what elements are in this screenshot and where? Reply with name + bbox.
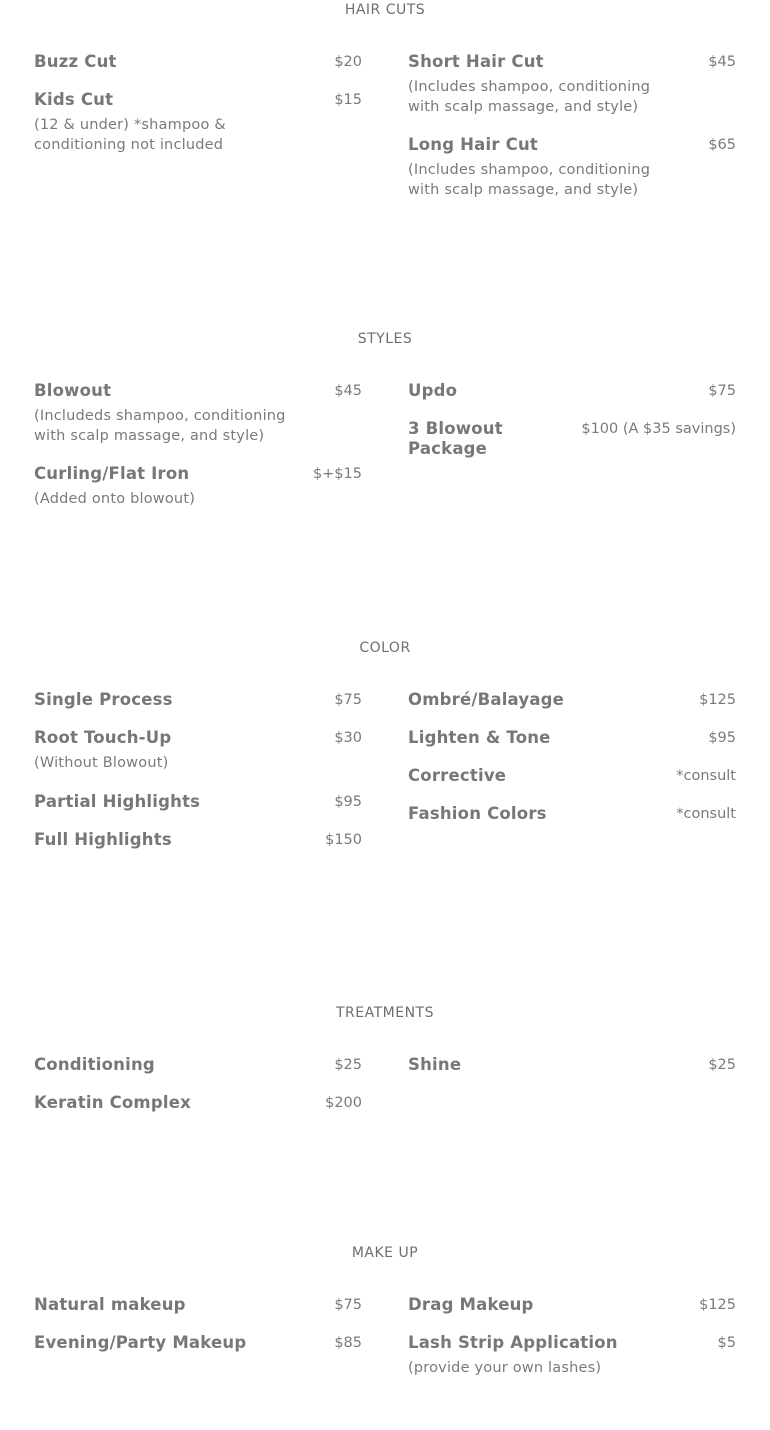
item-name: Single Process bbox=[34, 690, 173, 709]
menu-item bbox=[34, 1093, 362, 1113]
menu-column-right bbox=[408, 381, 736, 477]
menu-column-right bbox=[408, 52, 736, 218]
item-price: $95 bbox=[334, 793, 362, 810]
menu-item bbox=[34, 1055, 362, 1075]
menu-item bbox=[408, 804, 736, 824]
item-description: (12 & under) *shampoo & conditioning not included bbox=[34, 117, 226, 153]
item-price: $125 bbox=[699, 692, 736, 708]
item-price: $100 (A $35 savings) bbox=[581, 421, 736, 437]
item-description: (Includeds shampoo, conditioning with scalp massage, and style) bbox=[34, 408, 286, 444]
item-price: $20 bbox=[334, 54, 362, 70]
item-price: $125 bbox=[699, 1297, 736, 1313]
section-title: STYLES bbox=[357, 331, 413, 347]
item-name: Ombré/Balayage bbox=[408, 690, 565, 709]
menu-item bbox=[34, 728, 362, 774]
item-name: Curling/Flat Iron bbox=[34, 464, 190, 483]
menu-item bbox=[408, 419, 736, 459]
item-name: Partial Highlights bbox=[34, 791, 201, 811]
menu-item bbox=[408, 381, 736, 401]
item-price: $65 bbox=[708, 137, 736, 153]
item-name: Long Hair Cut bbox=[408, 135, 538, 154]
menu-item bbox=[34, 1333, 362, 1353]
item-name: Buzz Cut bbox=[34, 52, 117, 71]
section-title: COLOR bbox=[359, 640, 411, 656]
item-name: Blowout bbox=[34, 381, 112, 400]
item-price: $200 bbox=[325, 1095, 362, 1111]
item-description: (Includes shampoo, conditioning with scalp massage, and style) bbox=[408, 79, 651, 115]
item-price: $75 bbox=[334, 1297, 362, 1313]
item-price: $30 bbox=[334, 730, 362, 746]
item-price: *consult bbox=[676, 768, 736, 784]
item-name: Kids Cut bbox=[34, 90, 114, 109]
menu-item bbox=[408, 1333, 736, 1379]
item-name: Updo bbox=[408, 381, 458, 400]
item-name: Lighten & Tone bbox=[408, 728, 551, 747]
item-price: $85 bbox=[334, 1335, 362, 1351]
item-description: (Includes shampoo, conditioning with scalp massage, and style) bbox=[408, 162, 651, 198]
menu-column-right bbox=[408, 1295, 736, 1397]
item-price: $25 bbox=[334, 1057, 362, 1073]
item-name: Full Highlights bbox=[34, 829, 172, 849]
item-price: $25 bbox=[708, 1057, 736, 1073]
item-price: $15 bbox=[334, 92, 362, 108]
menu-column-right bbox=[408, 1055, 736, 1093]
menu-column-left bbox=[34, 52, 362, 173]
item-price: $45 bbox=[708, 54, 736, 70]
menu-item bbox=[408, 135, 736, 200]
item-description: (Added onto blowout) bbox=[34, 491, 196, 507]
menu-column-left bbox=[34, 1295, 362, 1371]
menu-item bbox=[34, 464, 362, 510]
item-price: $+$15 bbox=[312, 466, 362, 482]
menu-item bbox=[408, 690, 736, 710]
item-name: Corrective bbox=[408, 766, 507, 785]
item-name: Natural makeup bbox=[34, 1295, 186, 1314]
menu-item bbox=[408, 766, 736, 786]
item-price: *consult bbox=[676, 806, 736, 822]
item-name: Short Hair Cut bbox=[408, 52, 544, 71]
item-price: $5 bbox=[717, 1335, 736, 1351]
menu-item bbox=[408, 52, 736, 117]
item-description: (provide your own lashes) bbox=[408, 1360, 602, 1376]
item-price: $75 bbox=[708, 383, 736, 399]
item-price: $75 bbox=[334, 692, 362, 708]
item-name: Keratin Complex bbox=[34, 1093, 191, 1112]
item-name: Fashion Colors bbox=[408, 804, 547, 823]
section-title: TREATMENTS bbox=[335, 1005, 434, 1021]
menu-item bbox=[34, 1295, 362, 1315]
item-name: Shine bbox=[408, 1055, 462, 1074]
menu-item bbox=[34, 52, 362, 72]
item-price: $95 bbox=[708, 730, 736, 746]
item-name: Conditioning bbox=[34, 1055, 155, 1074]
menu-item bbox=[408, 1295, 736, 1315]
menu-column-left bbox=[34, 1055, 362, 1131]
menu-item bbox=[34, 90, 362, 155]
section-title: HAIR CUTS bbox=[344, 2, 426, 18]
menu-column-left bbox=[34, 690, 362, 868]
menu-item bbox=[34, 830, 362, 850]
item-name: Lash Strip Application bbox=[408, 1333, 618, 1352]
item-name: 3 Blowout Package bbox=[408, 419, 503, 458]
menu-item bbox=[34, 381, 362, 446]
section-title: MAKE UP bbox=[351, 1245, 419, 1261]
item-price: $45 bbox=[334, 383, 362, 399]
menu-item bbox=[34, 792, 362, 812]
menu-column-left bbox=[34, 381, 362, 528]
item-name: Evening/Party Makeup bbox=[34, 1333, 247, 1352]
item-name: Root Touch-Up bbox=[34, 728, 172, 747]
menu-item bbox=[34, 690, 362, 710]
item-price: $150 bbox=[325, 831, 362, 848]
item-description: (Without Blowout) bbox=[34, 755, 169, 771]
menu-item bbox=[408, 728, 736, 748]
menu-column-right bbox=[408, 690, 736, 842]
menu-item bbox=[408, 1055, 736, 1075]
item-name: Drag Makeup bbox=[408, 1295, 534, 1314]
